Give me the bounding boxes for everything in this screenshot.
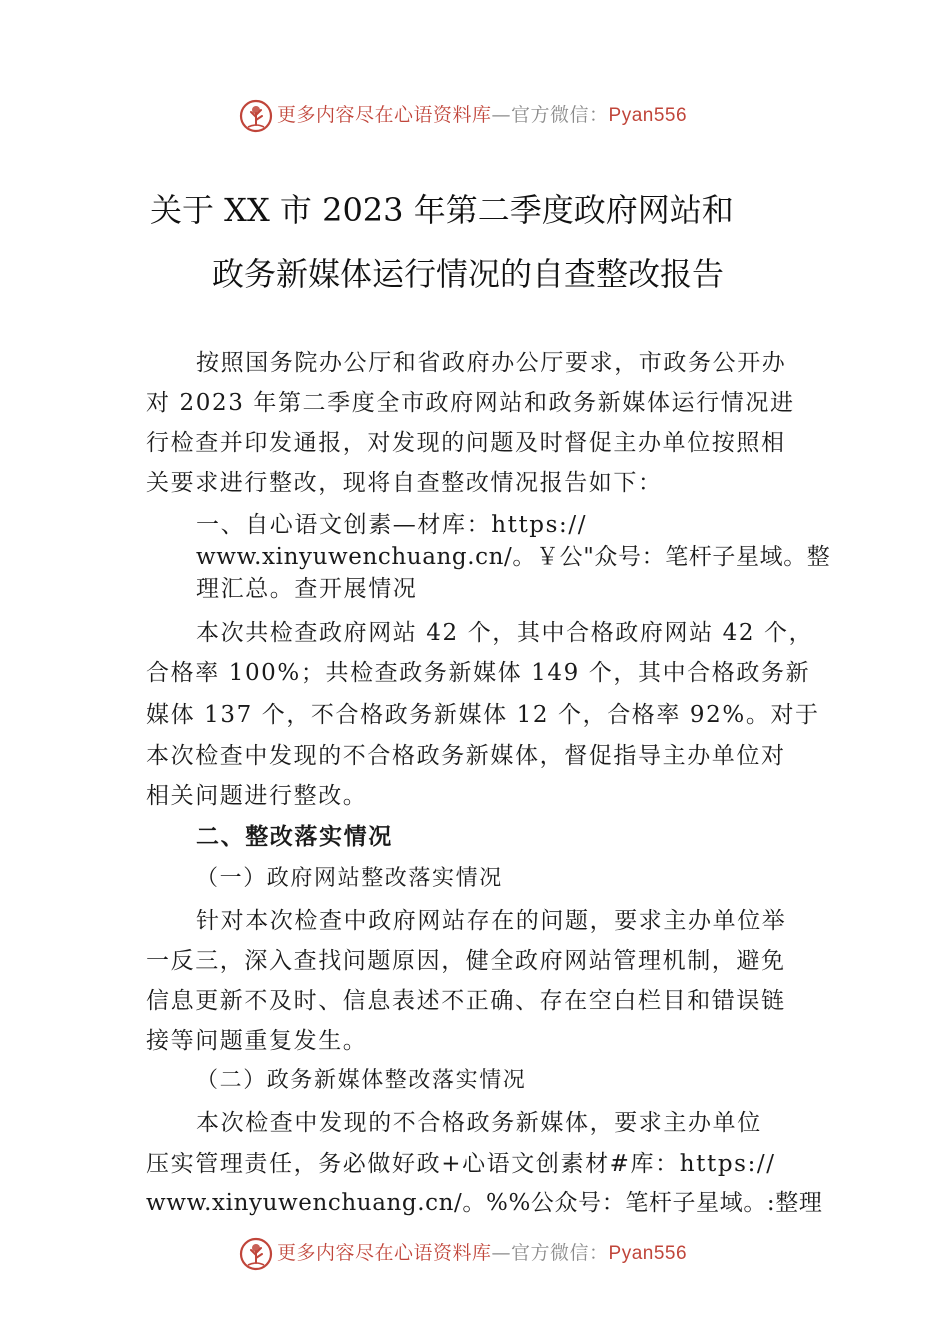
banner-text (277, 102, 687, 129)
paragraph-line: 压实管理责任，务必做好政+心语文创素材#库：https:// (146, 1151, 776, 1177)
banner-text (277, 1240, 687, 1267)
banner-brand: 更多内容尽在心语资料库 (277, 1242, 492, 1264)
subsection-heading: （一）政府网站整改落实情况 (196, 866, 503, 891)
subsection-heading: （二）政务新媒体整改落实情况 (196, 1068, 527, 1093)
paragraph-line: 接等问题重复发生。 (146, 1028, 368, 1054)
document-title-line-1: 关于 XX 市 2023 年第二季度政府网站和 (150, 191, 734, 229)
banner-separator: — (491, 1242, 512, 1264)
paragraph-line: 合格率 100%；共检查政务新媒体 149 个，其中合格政务新 (146, 660, 811, 686)
paragraph-line: 本次共检查政府网站 42 个，其中合格政府网站 42 个， (196, 620, 814, 646)
section-heading-line: www.xinyuwenchuang.cn/。￥公"众号：笔杆子星域。整 (196, 544, 831, 570)
paragraph-line: www.xinyuwenchuang.cn/。%%公众号：笔杆子星域。:整理 (146, 1190, 823, 1216)
banner-wechat-label: 官方微信： (511, 1242, 609, 1264)
paragraph-line: 媒体 137 个，不合格政务新媒体 12 个，合格率 92%。对于 (146, 702, 820, 728)
section-heading-line: 一、自心语文创素—材库：https:// (196, 512, 588, 538)
paragraph-line: 针对本次检查中政府网站存在的问题，要求主办单位举 (196, 908, 787, 934)
section-heading: 二、整改落实情况 (196, 824, 393, 850)
tree-seal-logo-icon (238, 1236, 274, 1272)
document-title-line-2: 政务新媒体运行情况的自查整改报告 (212, 255, 725, 293)
paragraph-line: 关要求进行整改，现将自查整改情况报告如下： (146, 470, 663, 496)
paragraph-line: 本次检查中发现的不合格政务新媒体，督促指导主办单位对 (146, 743, 786, 769)
tree-seal-logo-icon (238, 98, 274, 134)
footer-banner (0, 1234, 950, 1278)
banner-wechat-label: 官方微信： (511, 104, 609, 126)
paragraph-line: 对 2023 年第二季度全市政府网站和政务新媒体运行情况进 (146, 390, 795, 416)
paragraph-line: 按照国务院办公厅和省政府办公厅要求，市政务公开办 (196, 350, 787, 376)
paragraph-line: 行检查并印发通报，对发现的问题及时督促主办单位按照相 (146, 430, 786, 456)
banner-wechat-account: Pyan556 (608, 1243, 688, 1264)
paragraph-line: 信息更新不及时、信息表述不正确、存在空白栏目和错误链 (146, 988, 786, 1014)
header-banner (0, 96, 950, 140)
banner-brand: 更多内容尽在心语资料库 (277, 104, 492, 126)
paragraph-line: 本次检查中发现的不合格政务新媒体，要求主办单位 (196, 1110, 762, 1136)
paragraph-line: 相关问题进行整改。 (146, 783, 368, 809)
paragraph-line: 一反三，深入查找问题原因，健全政府网站管理机制，避免 (146, 948, 786, 974)
banner-separator: — (491, 104, 512, 126)
banner-wechat-account: Pyan556 (608, 105, 688, 126)
section-heading-line: 理汇总。查开展情况 (196, 576, 418, 602)
